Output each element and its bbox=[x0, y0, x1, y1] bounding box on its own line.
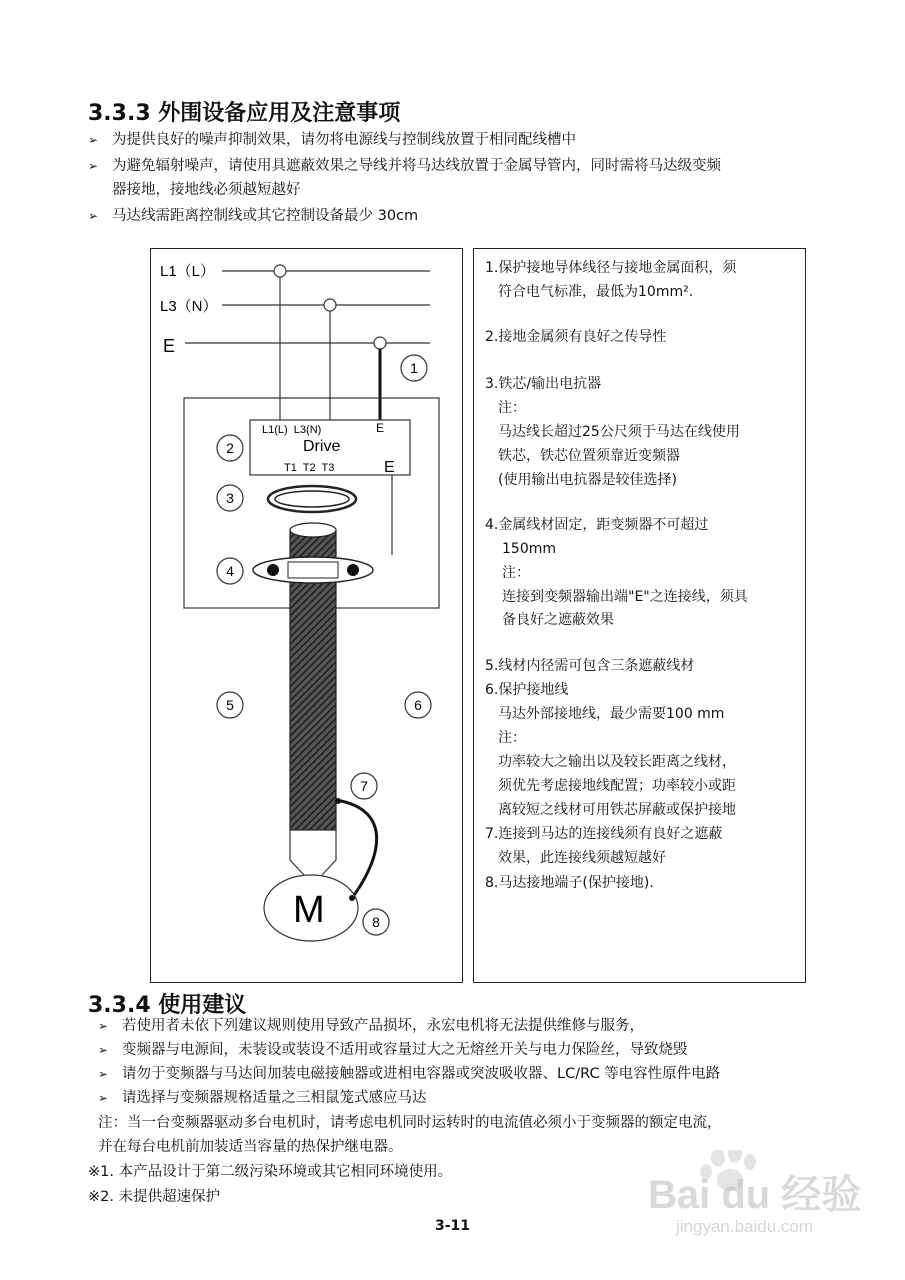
drive-e-top-label: E bbox=[376, 421, 385, 435]
callout-label: 5 bbox=[226, 697, 234, 713]
note-line: 马达线长超过25公尺须于马达在线使用 bbox=[498, 424, 740, 440]
callout-1 bbox=[401, 355, 427, 381]
callout-label: 4 bbox=[226, 563, 234, 579]
page-number: 3-11 bbox=[434, 1218, 471, 1234]
note-line: 注： bbox=[498, 400, 526, 416]
remark-line: ※2. 未提供超速保护 bbox=[88, 1189, 221, 1205]
arrow-bullet-icon: ➢ bbox=[98, 1091, 109, 1105]
line-l1-label: L1（L） bbox=[160, 263, 216, 280]
note-line: 7.连接到马达的连接线须有良好之遮蔽 bbox=[485, 826, 723, 842]
list-item-text: 请选择与变频器规格适量之三相鼠笼式感应马达 bbox=[122, 1090, 427, 1106]
list-item bbox=[88, 128, 576, 152]
note-line: 4.金属线材固定，距变频器不可超过 bbox=[485, 517, 709, 533]
note-line: 2.接地金属须有良好之传导性 bbox=[485, 329, 667, 345]
note-line: 铁芯，铁芯位置须靠近变频器 bbox=[498, 448, 680, 464]
note-line: 6.保护接地线 bbox=[485, 682, 569, 698]
arrow-bullet-icon: ➢ bbox=[98, 1067, 109, 1081]
motor-label: M bbox=[293, 889, 325, 931]
arrow-bullet-icon: ➢ bbox=[98, 1019, 109, 1033]
list-item-text: 请勿于变频器与马达间加装电磁接触器或进相电容器或突波吸收器、LC/RC 等电容性原件电路 bbox=[122, 1066, 721, 1082]
callout-label: 8 bbox=[372, 914, 380, 930]
arrow-bullet-icon: ➢ bbox=[88, 133, 99, 147]
callout-6 bbox=[405, 692, 431, 718]
list-item-text: 变频器与电源间，未装设或装设不适用或容量过大之无熔丝开关与电力保险丝，导致烧毁 bbox=[122, 1042, 688, 1058]
callout-2 bbox=[217, 435, 243, 461]
arrow-bullet-icon: ➢ bbox=[98, 1043, 109, 1057]
drive-e-side-label: E bbox=[384, 459, 395, 476]
drive-outputs-label: T1 T2 T3 bbox=[284, 462, 335, 474]
note-line: 连接到变频器输出端"E"之连接线，须具 bbox=[502, 589, 748, 605]
note-line: 备良好之遮蔽效果 bbox=[502, 612, 614, 628]
note-line: 功率较大之输出以及较长距离之线材， bbox=[498, 754, 736, 770]
remark-line: ※1. 本产品设计于第二级污染环境或其它相同环境使用。 bbox=[88, 1164, 453, 1180]
list-item-text: 为避免辐射噪声，请使用具遮蔽效果之导线并将马达线放置于金属导管内，同时需将马达级变频 bbox=[112, 158, 721, 174]
list-item-text: 器接地，接地线必须越短越好 bbox=[112, 182, 301, 198]
callout-7 bbox=[351, 773, 377, 799]
section-334-heading: 3.3.4 使用建议 bbox=[88, 993, 247, 1018]
list-item bbox=[98, 1062, 721, 1086]
note-line: 效果，此连接线须越短越好 bbox=[498, 850, 666, 866]
wiring-diagram bbox=[150, 248, 463, 983]
list-item bbox=[88, 154, 721, 178]
callout-4 bbox=[217, 558, 243, 584]
note-line: 150mm bbox=[502, 541, 556, 557]
list-item bbox=[98, 1014, 644, 1038]
callout-label: 3 bbox=[226, 490, 234, 506]
note-line: 3.铁芯/输出电抗器 bbox=[485, 376, 602, 392]
note-line: 1.保护接地导体线径与接地金属面积，须 bbox=[485, 260, 737, 276]
note-line: 马达外部接地线，最少需要100 mm bbox=[498, 706, 725, 722]
note-line: 符合电气标准，最低为10mm². bbox=[498, 284, 694, 300]
usage-note-line: 并在每台电机前加装适当容量的热保护继电器。 bbox=[98, 1139, 403, 1155]
watermark-brand: Bai du 经验 bbox=[648, 1173, 862, 1217]
note-line: 注： bbox=[498, 730, 526, 746]
list-item bbox=[98, 1086, 427, 1110]
note-line: (使用输出电抗器是较佳选择) bbox=[498, 472, 677, 488]
list-item-continuation bbox=[112, 178, 301, 202]
callout-5 bbox=[217, 692, 243, 718]
watermark-url: jingyan.baidu.com bbox=[676, 1217, 814, 1236]
line-e-label: E bbox=[163, 336, 176, 356]
arrow-bullet-icon: ➢ bbox=[88, 159, 99, 173]
note-line: 注： bbox=[502, 565, 530, 581]
baidu-jingyan-watermark bbox=[620, 1150, 890, 1260]
list-item-text: 马达线需距离控制线或其它控制设备最少 30cm bbox=[112, 208, 419, 224]
callout-8 bbox=[363, 909, 389, 935]
list-item-text: 为提供良好的噪声抑制效果，请勿将电源线与控制线放置于相同配线槽中 bbox=[112, 132, 576, 148]
line-l3-label: L3（N） bbox=[160, 298, 218, 315]
drive-inputs-label: L1(L) L3(N) bbox=[262, 424, 322, 436]
usage-note-line: 注：当一台变频器驱动多台电机时，请考虑电机同时运转时的电流值必须小于变频器的额定电流， bbox=[98, 1115, 722, 1131]
note-line: 8.马达接地端子(保护接地). bbox=[485, 875, 654, 891]
note-line: 5.线材内径需可包含三条遮蔽线材 bbox=[485, 658, 695, 674]
list-item bbox=[88, 204, 419, 228]
callout-3 bbox=[217, 485, 243, 511]
note-line: 须优先考虑接地线配置；功率较小或距 bbox=[498, 778, 736, 794]
callout-label: 1 bbox=[410, 360, 418, 376]
list-item bbox=[98, 1038, 688, 1062]
callout-label: 6 bbox=[414, 697, 422, 713]
arrow-bullet-icon: ➢ bbox=[88, 209, 99, 223]
callout-label: 2 bbox=[226, 440, 234, 456]
list-item-text: 若使用者未依下列建议规则使用导致产品损坏，永宏电机将无法提供维修与服务， bbox=[122, 1018, 644, 1034]
callout-label: 7 bbox=[360, 778, 368, 794]
note-line: 离较短之线材可用铁芯屏蔽或保护接地 bbox=[498, 802, 736, 818]
section-333-heading: 3.3.3 外围设备应用及注意事项 bbox=[88, 101, 401, 126]
drive-label: Drive bbox=[303, 438, 341, 455]
